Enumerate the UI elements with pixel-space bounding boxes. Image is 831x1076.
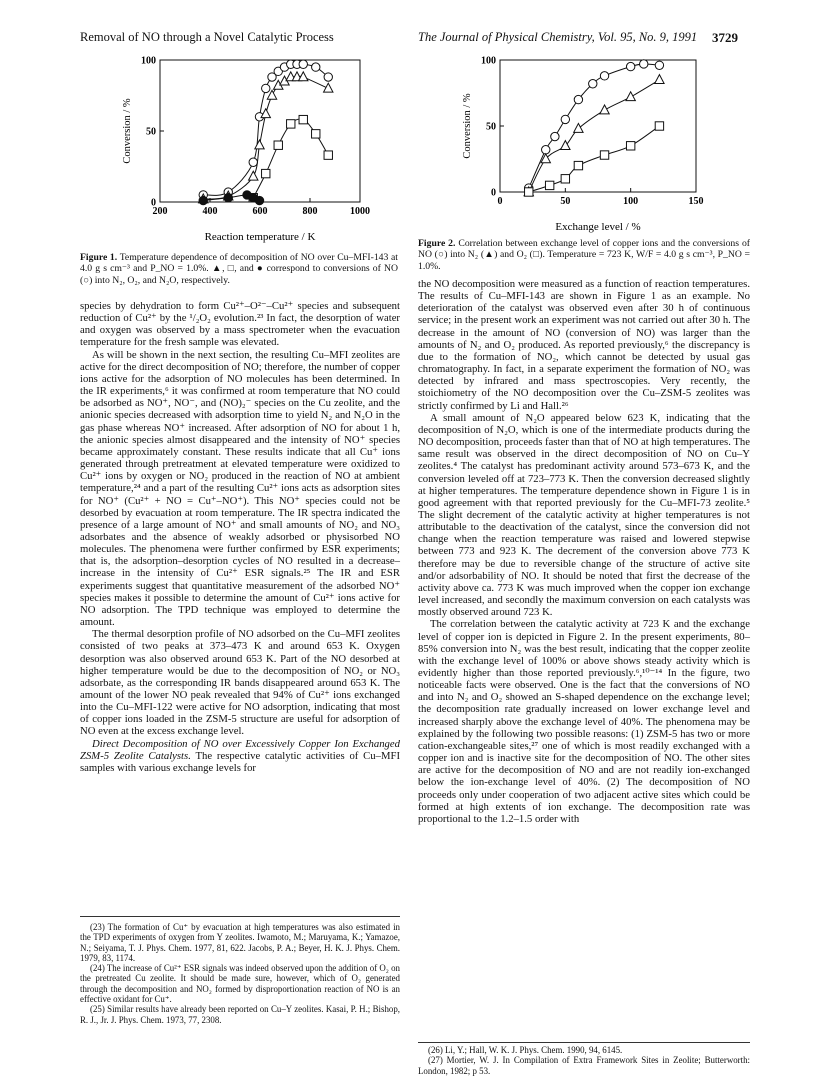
fig1-data-point-triangle: [255, 140, 264, 149]
fig1-data-point-triangle: [324, 83, 333, 92]
footnote-24: (24) The increase of Cu²⁺ ESR signals was indeed observed upon the addition of O₂ on the pretreated Cu zeolite. It should be made sure, however, which of O₂ generated through the decomposition and NO₂ formed by disproportionation reaction of NO is an effective oxidant for Cu⁺.: [80, 963, 400, 1005]
footnote-23: (23) The formation of Cu⁺ by evacuation at high temperatures was also estimated in the TPD experiments of oxygen from Y zeolites. Iwamoto, M.; Maruyama, K.; Yamazoe, N.; Seiyama, T. J. Phys. Chem. 1977, 81, 622. Jacobs, P. A.; Beyer, H. K. J. Phys. Chem. 1979, 83, 1174.: [80, 922, 400, 963]
fig1-x-tick-label: 400: [202, 206, 218, 217]
right-paragraph-3: The correlation between the catalytic activity at 723 K and the exchange level of copper ion is depicted in Figure 2. In the present experiments, 80–85% conversion into N₂ was the best result, indicating that the copper zeolite with the exchange level of 100% or above shows steady activity which is evidently higher than those reported previously.⁶,¹⁰⁻¹⁴ In the figure, two noticeable facts were observed. One is the fact that the conversions of NO and into N₂ and O₂ showed an S-shaped dependence on the exchange level; the decomposition rate gradually increased on lower exchange level and increased sharply above the exchange level of 40%. The phenomena may be explained by the following two possible reasons: (1) ZSM-5 has two or more cation-exchangeable sites,²⁷ one of which is most readily exchanged with a copper ion and is inactive site for the decomposition of NO. The other sites are active for the decomposition of NO and are not readily ion-exchanged below the ion-exchange level of 40%. (2) The decomposition of NO proceeds only under cooperation of two adjacent active sites which could be formed at high extents of ion exchange. The decomposition rate was proportional to the 1.2–1.5 order with: [418, 618, 750, 825]
footnote-25: (25) Similar results have already been reported on Cu–Y zeolites. Kasai, P. H.; Bishop, R. J., Jr. J. Phys. Chem. 1973, 77, 2308.: [80, 1004, 400, 1025]
left-paragraph-4-text: The respective catalytic activities of Cu–MFI samples with various exchange levels for: [80, 749, 401, 774]
left-paragraph-2: As will be shown in the next section, the resulting Cu–MFI zeolites are active for the direct decomposition of NO; therefore, the number of copper ions active for the adsorption of NO molecules has been determined. In the IR experiments,⁶ it was confirmed at room temperature that NO could be adsorbed as NO⁺, NO⁻, and (NO)₂⁻ species on the Cu zeolite, and the anionic species decreased with adsorption time to yield N₂ and N₂O in the gas phase whereas NO⁺ increased. After adsorption of NO for about 1 h, the anionic species almost disappeared and the intensity of NO⁺ species became approximately constant. These results indicate that all Cu⁺ ions generated through pretreatment at elevated temperature were oxidized to Cu²⁺ ions by oxygen or NO₂ produced in the reaction of NO at ambient temperature,²⁴ and a part of the resulting Cu²⁺ ions acts as adsorption sites for NO⁺ (Cu²⁺ + NO = Cu⁺–NO⁺). This NO⁺ species could not be desorbed by evacuation at room temperature. The IR spectra indicated the presence of a large amount of NO⁺ and small amounts of NO₂ and NO₃ adsorbates and the absence of weakly adsorbed or physisorbed NO molecules. The phenomena were further confirmed by ESR experiments; that is, the adsorption–desorption cycles of NO resulted in a decrease–increase in the intensity of Cu²⁺ ESR signals.²⁵ The IR and ESR experiments suggest that quantitative measurement of the adsorbed NO⁺ species makes it possible to determine the amount of Cu²⁺ ions active for NO adsorption. The TPD technique was employed to determine the amount.: [80, 348, 400, 629]
fig1-data-point-square: [274, 141, 282, 149]
fig1-data-point-triangle: [249, 171, 258, 180]
fig2-x-axis-label: Exchange level / %: [555, 221, 641, 233]
fig2-data-point-circle: [600, 72, 608, 80]
fig1-data-point-square: [324, 151, 332, 159]
running-title: Removal of NO through a Novel Catalytic Process: [80, 30, 334, 44]
figure-2: [462, 50, 730, 233]
left-column: [80, 300, 400, 774]
figure-2-caption-label: Figure 2.: [418, 238, 456, 249]
footnotes-right: [418, 1045, 750, 1076]
figure-1-caption: [80, 252, 398, 286]
fig1-y-tick-label: 0: [151, 197, 156, 209]
journal-citation: The Journal of Physical Chemistry, Vol. 95, No. 9, 1991: [418, 30, 698, 44]
fig2-data-point-circle: [542, 146, 550, 154]
section-heading: Direct Decomposition of NO over Excessively Copper Ion Exchanged ZSM-5 Zeolite Catalysts.: [80, 737, 400, 762]
fig2-x-tick-label: 50: [560, 196, 571, 207]
fig2-y-tick-label: 100: [481, 55, 496, 67]
fig1-data-point-square: [262, 169, 270, 177]
fig2-series-line-triangle: [529, 80, 660, 192]
fig1-x-axis-label: Reaction temperature / K: [204, 231, 316, 243]
left-paragraph-1: species by dehydration to form Cu²⁺–O²⁻–Cu²⁺ species and subsequent reduction of Cu²⁺ by the ¹/₂O₂ evolution.²³ In fact, the desorption of water and oxygen was observed by a mass spectrometer when the evacuation temperature for the fresh sample was elevated.: [80, 300, 400, 349]
footnote-rule-right: [418, 1042, 750, 1043]
figure-2-caption: [418, 238, 750, 272]
footnote-rule-left: [80, 916, 400, 917]
fig2-y-axis-label: Conversion / %: [462, 93, 473, 159]
fig1-data-point-circle: [249, 158, 257, 166]
fig1-x-tick-label: 200: [152, 206, 168, 217]
fig1-data-point-circle: [324, 73, 332, 81]
fig2-data-point-square: [561, 175, 569, 183]
fig2-data-point-circle: [561, 115, 569, 123]
fig2-x-tick-label: 100: [623, 196, 639, 207]
footnotes-left: [80, 922, 400, 1025]
fig1-data-point-filled-circle: [255, 196, 263, 204]
fig1-data-point-square: [299, 115, 307, 123]
fig2-data-point-triangle: [600, 105, 609, 114]
figure-2-caption-text: Correlation between exchange level of copper ions and the conversions of NO (○) into N₂ (▲) and O₂ (□). Temperature = 723 K, W/F = 4.0 g s cm⁻³, P_NO = 1.0%.: [418, 238, 751, 272]
fig2-data-point-circle: [655, 61, 663, 69]
fig1-x-tick-label: 600: [252, 206, 268, 217]
figure-2-plot: [462, 50, 730, 233]
fig1-y-tick-label: 100: [141, 55, 156, 67]
fig2-data-point-triangle: [574, 123, 583, 132]
fig1-data-point-square: [287, 120, 295, 128]
fig1-y-axis-label: Conversion / %: [122, 98, 133, 164]
fig1-data-point-circle: [312, 63, 320, 71]
figure-1-plot: [110, 50, 390, 250]
fig1-x-tick-label: 1000: [350, 206, 370, 217]
fig2-y-tick-label: 0: [491, 187, 496, 199]
footnote-26: (26) Li, Y.; Hall, W. K. J. Phys. Chem. 1990, 94, 6145.: [428, 1045, 623, 1055]
fig2-data-point-square: [600, 151, 608, 159]
fig1-data-point-square: [312, 130, 320, 138]
right-column: [418, 278, 750, 825]
footnote-27: (27) Mortier, W. J. In Compilation of Extra Framework Sites in Zeolite; Butterworth: London, 1982; p 53.: [418, 1055, 750, 1076]
fig2-data-point-square: [545, 181, 553, 189]
fig2-x-tick-label: 150: [688, 196, 704, 207]
fig1-series-line-triangle: [203, 76, 328, 199]
fig2-data-point-square: [525, 188, 533, 196]
fig1-y-tick-label: 50: [146, 126, 156, 138]
figure-1: [110, 50, 390, 250]
fig1-data-point-filled-circle: [199, 196, 207, 204]
left-paragraph-3: The thermal desorption profile of NO adsorbed on the Cu–MFI zeolites consisted of two peaks at 373–473 K and around 653 K. Oxygen desorption was also observed around 653 K. Part of the NO desorbed at higher temperature would be due to the decomposition of NO₂ or NO₃ adsorbate, as the corresponding IR bands disappeared around 653 K. The amount of the lower NO peak revealed that 94% of Cu²⁺ ions exchanged into the Cu–MFI-122 were active for NO adsorption, indicating that most of copper ions loaded in the ZSM-5 structure are useful for adsorption of NO even at the excess exchange level.: [80, 628, 400, 738]
fig1-data-point-filled-circle: [224, 194, 232, 202]
figure-1-caption-label: Figure 1.: [80, 252, 118, 263]
fig2-x-tick-label: 0: [497, 196, 503, 207]
fig1-x-tick-label: 800: [302, 206, 318, 217]
fig2-data-point-circle: [589, 80, 597, 88]
fig2-data-point-triangle: [655, 75, 664, 84]
right-paragraph-2: A small amount of N₂O appeared below 623 K, indicating that the decomposition of N₂O, which is one of the intermediate products during the NO decomposition, proceeds faster than that of NO at high temperatures. The same result was observed in the direct decomposition of NO on Cu–Y zeolites.⁴ The catalyst has predominant activity around 573–673 K, and the conversion leveled off at 723–773 K. Then the conversion decreased slightly at higher temperatures. The temperature dependence shown in Figure 1 is in good agreement with that reported previously for the Cu–MFI-73 zeolite.⁵ The slight decrement of the catalytic activity at higher temperatures is not attributable to the deactivation of the catalyst, since the conversion did not change when the reaction temperature was raised and lowered stepwise between 773 and 923 K. The decrement of the conversion above 773 K therefore may be due to reversible change of the structure of active site and/or adsorbability of NO. It should be noted that first the decrease of the activity above ca. 773 K was much improved when the copper ion exchange level increased, and secondly the maximum conversion on each catalysts was mostly observed around 723 K.: [418, 411, 750, 619]
fig2-data-point-triangle: [626, 92, 635, 101]
fig2-data-point-square: [655, 122, 663, 130]
fig2-data-point-square: [574, 161, 582, 169]
fig2-data-point-circle: [626, 62, 634, 70]
left-paragraph-4: [80, 738, 400, 774]
page-number: 3729: [712, 30, 738, 45]
fig2-data-point-circle: [551, 132, 559, 140]
fig2-data-point-square: [626, 142, 634, 150]
fig2-data-point-circle: [574, 95, 582, 103]
right-paragraph-1: the NO decomposition were measured as a function of reaction temperatures. The results of Cu–MFI-143 are shown in Figure 1 as an example. No deterioration of the catalyst was observed even after 30 h of continuous service; in the present work an experiment was not carried out after 30 h. The decrease in the amount of NO (conversion of NO) was larger than the amounts of N₂ and O₂ produced. As reported previously,⁶ the discrepancy is due to the formation of NO₂, which cannot be detected by usual gas chromatography. In fact, in a separate experiment the formation of NO₂ was detected by infrared and mass spectroscopies. Very recently, the stoichiometry of the NO decomposition over the Cu–ZSM-5 zeolites was strictly confirmed by Li and Hall.²⁶: [418, 278, 750, 412]
fig2-y-tick-label: 50: [486, 121, 496, 133]
fig1-data-point-circle: [262, 84, 270, 92]
fig1-data-point-circle: [299, 60, 307, 68]
figure-1-caption-text: Temperature dependence of decomposition of NO over Cu–MFI-143 at 4.0 g s cm⁻³ and P_NO = 1.0%. ▲, □, and ● correspond to conversions of NO (○) into N₂, O₂, and N₂O, respectively.: [80, 252, 398, 286]
fig2-data-point-circle: [640, 60, 648, 68]
